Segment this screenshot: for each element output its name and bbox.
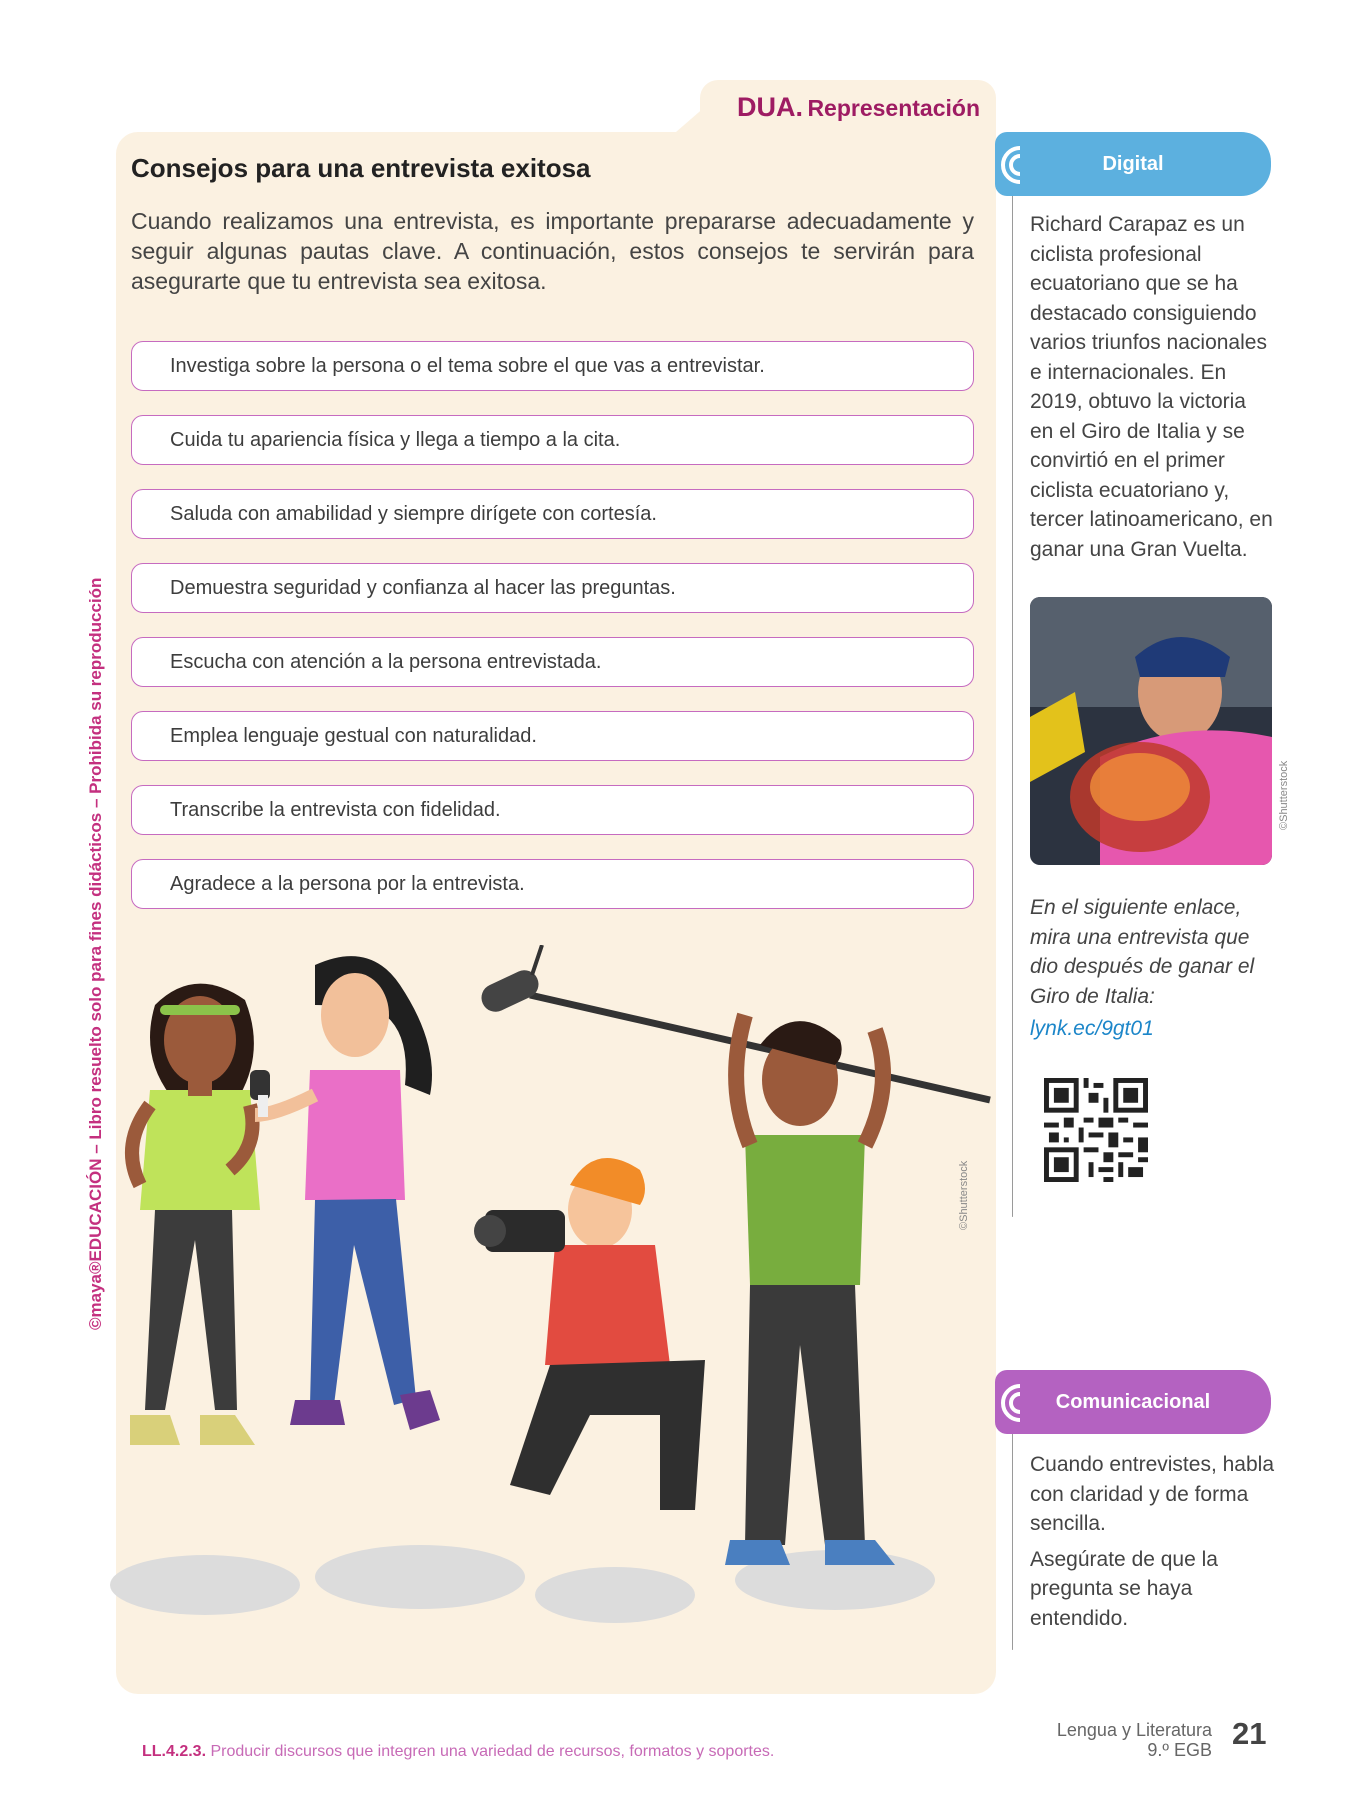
comunicacional-card [1012, 1404, 1013, 1650]
comunicacional-label: Comunicacional [1055, 1390, 1211, 1413]
video-link[interactable]: lynk.ec/9gt01 [1030, 1017, 1154, 1040]
panel-tab-slope [676, 80, 736, 132]
curriculum-code-text: Producir discursos que integren una variedad de recursos, formatos y soportes. [210, 1743, 775, 1760]
comunicacional-paragraph-1: Cuando entrevistes, habla con claridad y de forma sencilla. [1030, 1453, 1274, 1535]
photo-credit: ©Shutterstock [1278, 760, 1290, 830]
tips-list [131, 341, 974, 933]
subject-label [1000, 1720, 1212, 1760]
grade-label: 9.º EGB [1147, 1740, 1212, 1760]
cyclist-image [1030, 597, 1272, 865]
tip-item: Emplea lenguaje gestual con naturalidad. [131, 711, 974, 761]
digital-label: Digital [1102, 152, 1164, 175]
tip-item: Cuida tu apariencia física y llega a tiempo a la cita. [131, 415, 974, 465]
digital-card [1012, 166, 1013, 1217]
comunicacional-paragraph-2: Asegúrate de que la pregunta se haya entendido. [1030, 1547, 1218, 1630]
link-intro: En el siguiente enlace, mira una entrevista que dio después de ganar el Giro de Italia: [1030, 896, 1255, 1008]
dua-label: DUA. [736, 92, 803, 122]
comunicacional-text [1030, 1450, 1275, 1639]
tip-item: Escucha con atención a la persona entrevistada. [131, 637, 974, 687]
qr-code-icon[interactable] [1044, 1078, 1148, 1182]
digital-header [995, 132, 1271, 196]
tip-item: Demuestra seguridad y confianza al hacer las preguntas. [131, 563, 974, 613]
tip-item: Investiga sobre la persona o el tema sobre el que vas a entrevistar. [131, 341, 974, 391]
dua-heading [736, 92, 980, 123]
interview-illustration [110, 945, 995, 1635]
tip-item: Transcribe la entrevista con fidelidad. [131, 785, 974, 835]
page-number: 21 [1232, 1716, 1267, 1751]
cyclist-photo [1030, 597, 1272, 865]
tip-item: Agradece a la persona por la entrevista. [131, 859, 974, 909]
curriculum-code-id: LL.4.2.3. [142, 1743, 207, 1760]
intro-paragraph: Cuando realizamos una entrevista, es importante prepararse adecuadamente y seguir algunas pautas clave. A continuación, estos consejos te servirán para asegurarte que tu entrevista sea exitosa. [131, 208, 974, 294]
illustration-credit: ©Shutterstock [958, 1160, 970, 1230]
comunicacional-header [995, 1370, 1271, 1434]
tip-item: Saluda con amabilidad y siempre dirígete con cortesía. [131, 489, 974, 539]
curriculum-code [142, 1743, 774, 1761]
copyright-note [86, 490, 110, 1330]
digital-paragraph: Richard Carapaz es un ciclista profesional ecuatoriano que se ha destacado consiguiendo varios triunfos nacionales e internacionales. En 2019, obtuvo la victoria en el Giro de Italia y se convirtió en el primer ciclista ecuatoriano y, tercer latinoamericano, en ganar una Gran Vuelta. [1030, 213, 1273, 561]
comunicacional-hook-icon [990, 1378, 1034, 1430]
section-title: Consejos para una entrevista exitosa [131, 153, 591, 183]
digital-hook-icon [990, 140, 1034, 192]
subject-name: Lengua y Literatura [1056, 1720, 1212, 1740]
copyright-text: ©maya®EDUCACIÓN – Libro resuelto solo para fines didácticos – Prohibida su reproducción [86, 577, 105, 1330]
dua-category: Representación [807, 95, 980, 121]
